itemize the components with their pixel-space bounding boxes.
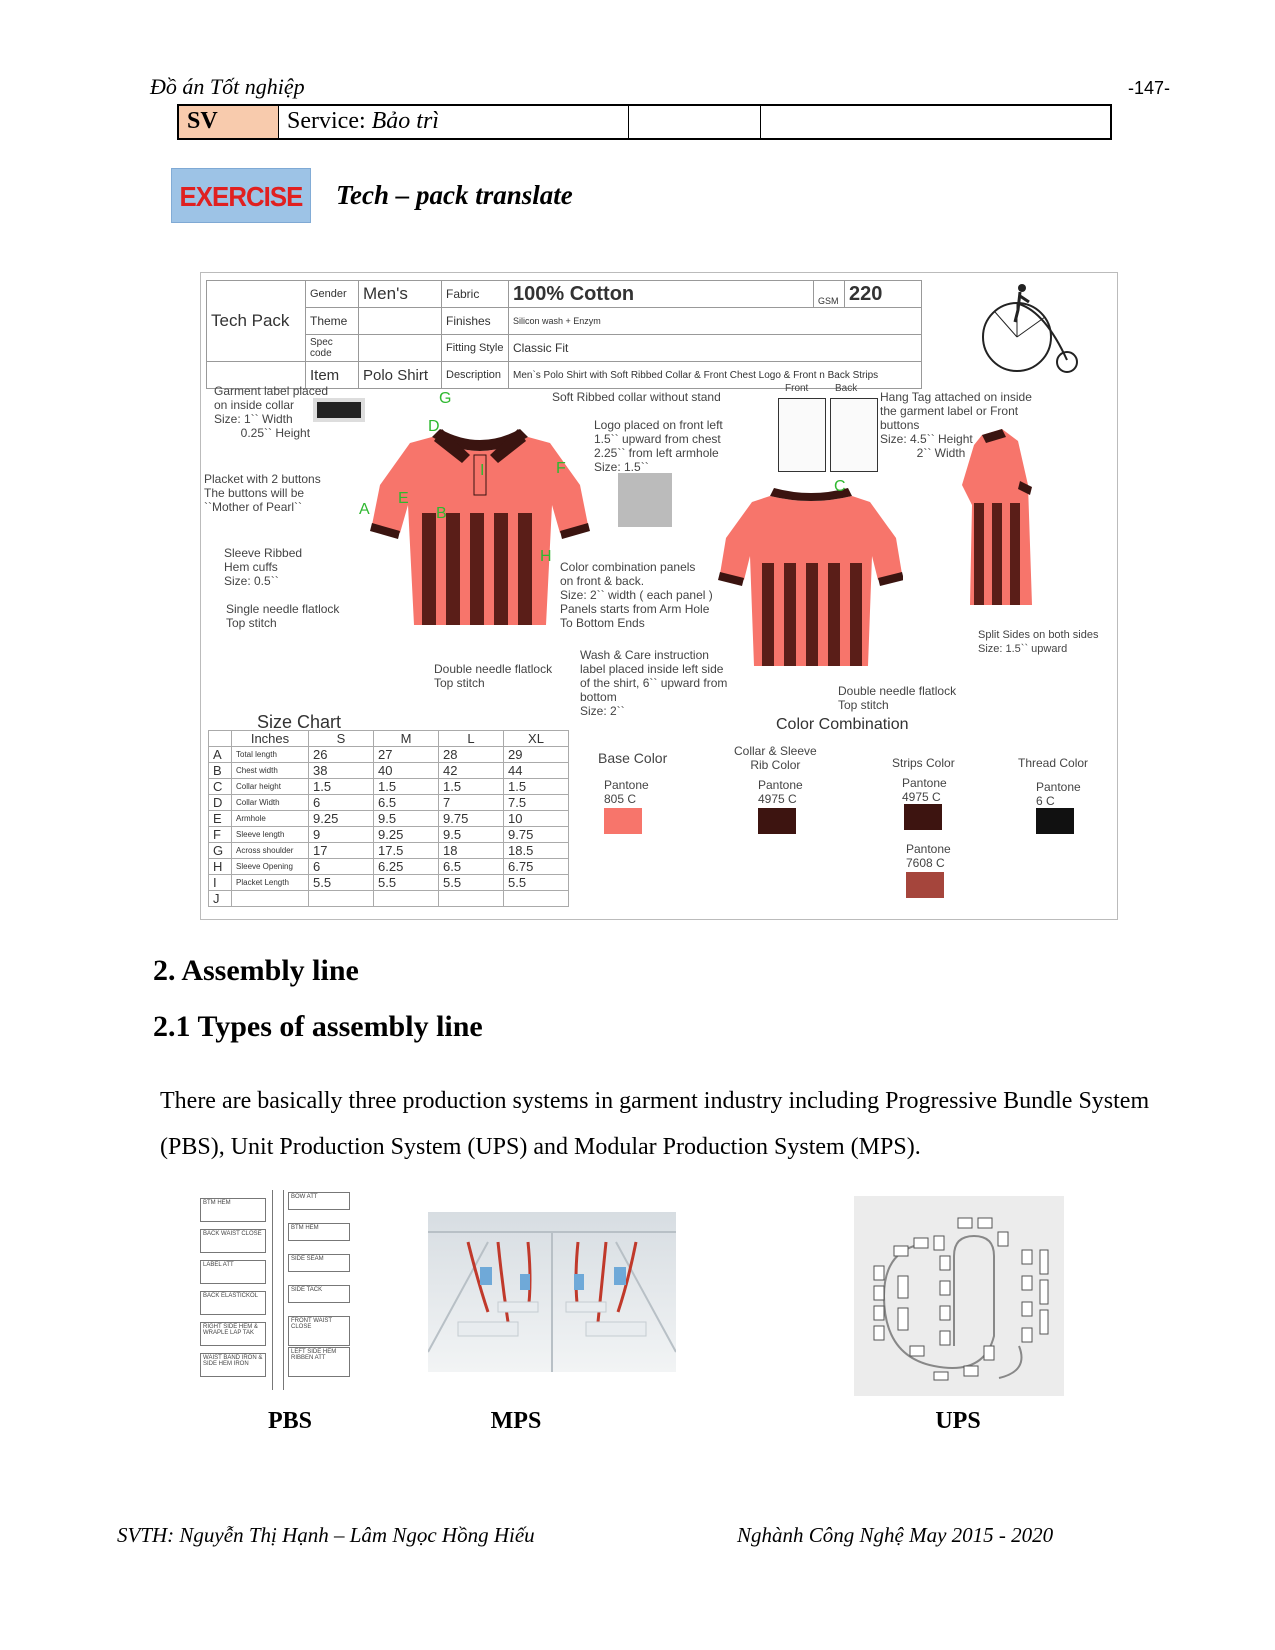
size-chart-row bbox=[209, 875, 569, 891]
size-chart-value: 18 bbox=[439, 843, 504, 859]
label-front: Front bbox=[785, 383, 809, 394]
note-single-needle: Single needle flatlock Top stitch bbox=[226, 602, 340, 630]
size-chart-row bbox=[209, 795, 569, 811]
size-chart-value: 7 bbox=[439, 795, 504, 811]
empty-cell bbox=[629, 106, 761, 138]
size-chart-header: L bbox=[439, 731, 504, 747]
size-chart-value: 9.5 bbox=[374, 811, 439, 827]
description-value: Men`s Polo Shirt with Soft Ribbed Collar & Front Chest Logo & Front n Back Strips bbox=[509, 362, 922, 389]
size-chart-value: 44 bbox=[504, 763, 569, 779]
service-value: Bảo trì bbox=[371, 108, 439, 134]
logo-thumbnail bbox=[618, 473, 672, 527]
finishes-value: Silicon wash + Enzym bbox=[509, 308, 922, 335]
measure-letter-a: A bbox=[359, 501, 370, 518]
note-garment-label: Garment label placed on inside collar Size: 1`` Width 0.25`` Height bbox=[214, 384, 329, 440]
size-chart-measure: Collar Width bbox=[232, 795, 309, 811]
ups-diagram bbox=[854, 1196, 1064, 1396]
size-chart-value: 42 bbox=[439, 763, 504, 779]
size-chart-value: 9.5 bbox=[439, 827, 504, 843]
size-chart-code: A bbox=[209, 747, 232, 763]
fitting-label: Fitting Style bbox=[442, 335, 509, 362]
note-sleeve: Sleeve Ribbed Hem cuffs Size: 0.5`` bbox=[224, 546, 303, 588]
size-chart-measure: Collar height bbox=[232, 779, 309, 795]
size-chart-value bbox=[309, 891, 374, 907]
empty-cell bbox=[761, 106, 1110, 138]
note-hang-tag: Hang Tag attached on inside the garment label or Front buttons Size: 4.5`` Height 2`` Width bbox=[880, 390, 1032, 460]
size-chart-header: Inches bbox=[232, 731, 309, 747]
size-chart-header: S bbox=[309, 731, 374, 747]
size-chart-value: 5.5 bbox=[309, 875, 374, 891]
size-chart-value: 38 bbox=[309, 763, 374, 779]
label-back: Back bbox=[835, 383, 858, 394]
size-chart-value: 5.5 bbox=[374, 875, 439, 891]
pbs-station: BACK WAIST CLOSE bbox=[200, 1229, 266, 1253]
size-chart-measure: Across shoulder bbox=[232, 843, 309, 859]
size-chart-corner bbox=[209, 731, 232, 747]
size-chart-value: 6.5 bbox=[374, 795, 439, 811]
caption-ups: UPS bbox=[935, 1408, 981, 1434]
pbs-diagram bbox=[200, 1190, 355, 1390]
collar-color-swatch bbox=[758, 808, 796, 834]
caption-pbs: PBS bbox=[267, 1408, 312, 1434]
base-color-pantone: Pantone 805 C bbox=[604, 778, 649, 806]
size-chart-code: F bbox=[209, 827, 232, 843]
body-paragraph: There are basically three production systems in garment industry including Progressive Bundle System (PBS), Unit Production System (UPS) and Modular Production System (MPS). bbox=[160, 1088, 1150, 1160]
measure-letter-d: D bbox=[428, 418, 440, 435]
size-chart-measure bbox=[232, 891, 309, 907]
size-chart-header: XL bbox=[504, 731, 569, 747]
size-chart-value: 17 bbox=[309, 843, 374, 859]
item-value: Polo Shirt bbox=[359, 362, 442, 389]
size-chart-value: 17.5 bbox=[374, 843, 439, 859]
size-chart-row bbox=[209, 827, 569, 843]
size-chart-value: 6 bbox=[309, 859, 374, 875]
gsm-value: 220 bbox=[845, 281, 922, 308]
size-chart-value bbox=[504, 891, 569, 907]
bicycle-logo-icon bbox=[975, 282, 1085, 377]
size-chart-value: 6.25 bbox=[374, 859, 439, 875]
size-chart-row bbox=[209, 891, 569, 907]
pbs-station: FRONT WAIST CLOSE bbox=[288, 1316, 350, 1346]
pbs-conveyor bbox=[272, 1190, 284, 1390]
size-chart-table bbox=[208, 730, 569, 907]
color-combination-title: Color Combination bbox=[776, 716, 909, 733]
sv-cell: SV bbox=[179, 106, 279, 138]
size-chart-measure: Sleeve Opening bbox=[232, 859, 309, 875]
techpack-title: Tech Pack bbox=[207, 281, 306, 362]
size-chart-header: M bbox=[374, 731, 439, 747]
note-logo: Logo placed on front left 1.5`` upward from chest 2.25`` from left armhole Size: 1.5`` bbox=[594, 418, 723, 474]
size-chart-code: J bbox=[209, 891, 232, 907]
measure-letter-b: B bbox=[436, 505, 447, 522]
size-chart-title: Size Chart bbox=[257, 712, 342, 732]
size-chart-value: 28 bbox=[439, 747, 504, 763]
hang-tag-back bbox=[830, 398, 878, 472]
footer-authors: SVTH: Nguyễn Thị Hạnh – Lâm Ngọc Hồng Hiếu bbox=[117, 1523, 535, 1547]
size-chart-measure: Chest width bbox=[232, 763, 309, 779]
note-placket: Placket with 2 buttons The buttons will be ``Mother of Pearl`` bbox=[204, 472, 321, 514]
size-chart-code: E bbox=[209, 811, 232, 827]
size-chart-measure: Total length bbox=[232, 747, 309, 763]
pbs-station: LEFT SIDE HEM RIBBEN ATT bbox=[288, 1347, 350, 1377]
item-label: Item bbox=[306, 362, 359, 389]
pbs-station: WAIST BAND IRON & SIDE HEM IRON bbox=[200, 1353, 266, 1377]
theme-value bbox=[359, 308, 442, 335]
size-chart-value: 7.5 bbox=[504, 795, 569, 811]
strips-color-pantone-2: Pantone 7608 C bbox=[906, 842, 951, 870]
collar-color-pantone: Pantone 4975 C bbox=[758, 778, 803, 806]
fabric-label: Fabric bbox=[442, 281, 509, 308]
size-chart-row bbox=[209, 747, 569, 763]
measure-letter-i: I bbox=[480, 462, 485, 479]
pbs-station: BTM HEM bbox=[200, 1198, 266, 1222]
size-chart-value: 5.5 bbox=[504, 875, 569, 891]
hang-tag-front bbox=[778, 398, 826, 472]
gender-label: Gender bbox=[306, 281, 359, 308]
gender-value: Men's bbox=[359, 281, 442, 308]
size-chart-code: H bbox=[209, 859, 232, 875]
front-shirt-illustration bbox=[370, 425, 590, 630]
subsection-heading: 2.1 Types of assembly line bbox=[153, 1010, 483, 1043]
measure-letter-c: C bbox=[834, 478, 846, 495]
size-chart-code: I bbox=[209, 875, 232, 891]
size-chart-row bbox=[209, 859, 569, 875]
size-chart-value: 9.25 bbox=[309, 811, 374, 827]
measure-letter-g: G bbox=[439, 390, 452, 407]
size-chart-value: 10 bbox=[504, 811, 569, 827]
measure-letter-h: H bbox=[540, 548, 552, 565]
page-number: -147- bbox=[1128, 78, 1171, 98]
pbs-station: SIDE TACK bbox=[288, 1285, 350, 1303]
note-panels: Color combination panels on front & back. Size: 2`` width ( each panel ) Panels starts from Arm Hole To Bottom Ends bbox=[560, 560, 713, 630]
size-chart-value: 6 bbox=[309, 795, 374, 811]
size-chart-measure: Sleeve length bbox=[232, 827, 309, 843]
service-label: Service: bbox=[287, 108, 366, 134]
size-chart-code: C bbox=[209, 779, 232, 795]
section-heading: 2. Assembly line bbox=[153, 954, 359, 987]
size-chart-value: 9.75 bbox=[504, 827, 569, 843]
size-chart-row bbox=[209, 763, 569, 779]
size-chart-header-row bbox=[209, 731, 569, 747]
size-chart-value: 6.75 bbox=[504, 859, 569, 875]
pbs-station: BACK ELASTICKOL bbox=[200, 1291, 266, 1315]
size-chart-row bbox=[209, 811, 569, 827]
gsm-label: GSM bbox=[814, 281, 845, 308]
document-header-title: Đồ án Tốt nghiệp bbox=[150, 74, 305, 99]
measure-letter-e: E bbox=[398, 490, 409, 507]
pbs-station: RIGHT SIDE HEM & WRAPLE LAP TAK bbox=[200, 1322, 266, 1346]
strips-color-label: Strips Color bbox=[892, 756, 955, 770]
measure-letter-f: F bbox=[556, 460, 566, 477]
thread-color-swatch bbox=[1036, 808, 1074, 834]
size-chart-row bbox=[209, 843, 569, 859]
collar-color-label: Collar & Sleeve Rib Color bbox=[734, 744, 817, 772]
size-chart-value: 1.5 bbox=[309, 779, 374, 795]
size-chart-value: 9.25 bbox=[374, 827, 439, 843]
size-chart-value: 18.5 bbox=[504, 843, 569, 859]
spec-value bbox=[359, 335, 442, 362]
spec-label: Spec code bbox=[306, 335, 359, 362]
note-collar: Soft Ribbed collar without stand bbox=[552, 390, 721, 404]
mps-photo bbox=[428, 1212, 676, 1372]
size-chart-value bbox=[439, 891, 504, 907]
size-chart-value: 1.5 bbox=[504, 779, 569, 795]
size-chart-value: 27 bbox=[374, 747, 439, 763]
finishes-label: Finishes bbox=[442, 308, 509, 335]
thread-color-pantone: Pantone 6 C bbox=[1036, 780, 1081, 808]
note-double-needle-front: Double needle flatlock Top stitch bbox=[434, 662, 553, 690]
size-chart-value: 9 bbox=[309, 827, 374, 843]
strips-color-swatch-2 bbox=[906, 872, 944, 898]
exercise-subtitle: Tech – pack translate bbox=[336, 180, 573, 210]
size-chart-value: 29 bbox=[504, 747, 569, 763]
pbs-station: BTM HEM bbox=[288, 1223, 350, 1241]
footer-major: Nghành Công Nghệ May 2015 - 2020 bbox=[737, 1523, 1054, 1547]
size-chart-row bbox=[209, 779, 569, 795]
size-chart-value: 5.5 bbox=[439, 875, 504, 891]
pbs-station: SIDE SEAM bbox=[288, 1254, 350, 1272]
fabric-value: 100% Cotton bbox=[509, 281, 814, 308]
theme-label: Theme bbox=[306, 308, 359, 335]
pbs-station: BOW ATT bbox=[288, 1192, 350, 1210]
fitting-value: Classic Fit bbox=[509, 335, 922, 362]
size-chart-value: 6.5 bbox=[439, 859, 504, 875]
caption-mps: MPS bbox=[490, 1408, 542, 1434]
size-chart-value: 9.75 bbox=[439, 811, 504, 827]
strips-color-pantone: Pantone 4975 C bbox=[902, 776, 947, 804]
service-cell bbox=[279, 106, 629, 138]
size-chart-value: 40 bbox=[374, 763, 439, 779]
back-shirt-illustration bbox=[718, 488, 903, 668]
base-color-label: Base Color bbox=[598, 750, 668, 766]
size-chart-measure: Armhole bbox=[232, 811, 309, 827]
size-chart-measure: Placket Length bbox=[232, 875, 309, 891]
size-chart-value: 1.5 bbox=[374, 779, 439, 795]
base-color-swatch bbox=[604, 808, 642, 834]
note-split-sides: Split Sides on both sides Size: 1.5`` upward bbox=[978, 629, 1099, 655]
size-chart-value: 26 bbox=[309, 747, 374, 763]
thread-color-label: Thread Color bbox=[1018, 756, 1089, 770]
pbs-station: LABEL ATT bbox=[200, 1260, 266, 1284]
note-wash-care: Wash & Care instruction label placed inside left side of the shirt, 6`` upward from bottom Size: 2`` bbox=[580, 648, 728, 718]
size-chart-code: B bbox=[209, 763, 232, 779]
exercise-badge: EXERCISE bbox=[171, 168, 311, 223]
description-label: Description bbox=[442, 362, 509, 389]
size-chart-value: 1.5 bbox=[439, 779, 504, 795]
size-chart-value bbox=[374, 891, 439, 907]
size-chart-code: D bbox=[209, 795, 232, 811]
strips-color-swatch bbox=[904, 804, 942, 830]
size-chart-code: G bbox=[209, 843, 232, 859]
sv-table bbox=[177, 104, 1112, 140]
note-double-needle-back: Double needle flatlock Top stitch bbox=[838, 684, 957, 712]
